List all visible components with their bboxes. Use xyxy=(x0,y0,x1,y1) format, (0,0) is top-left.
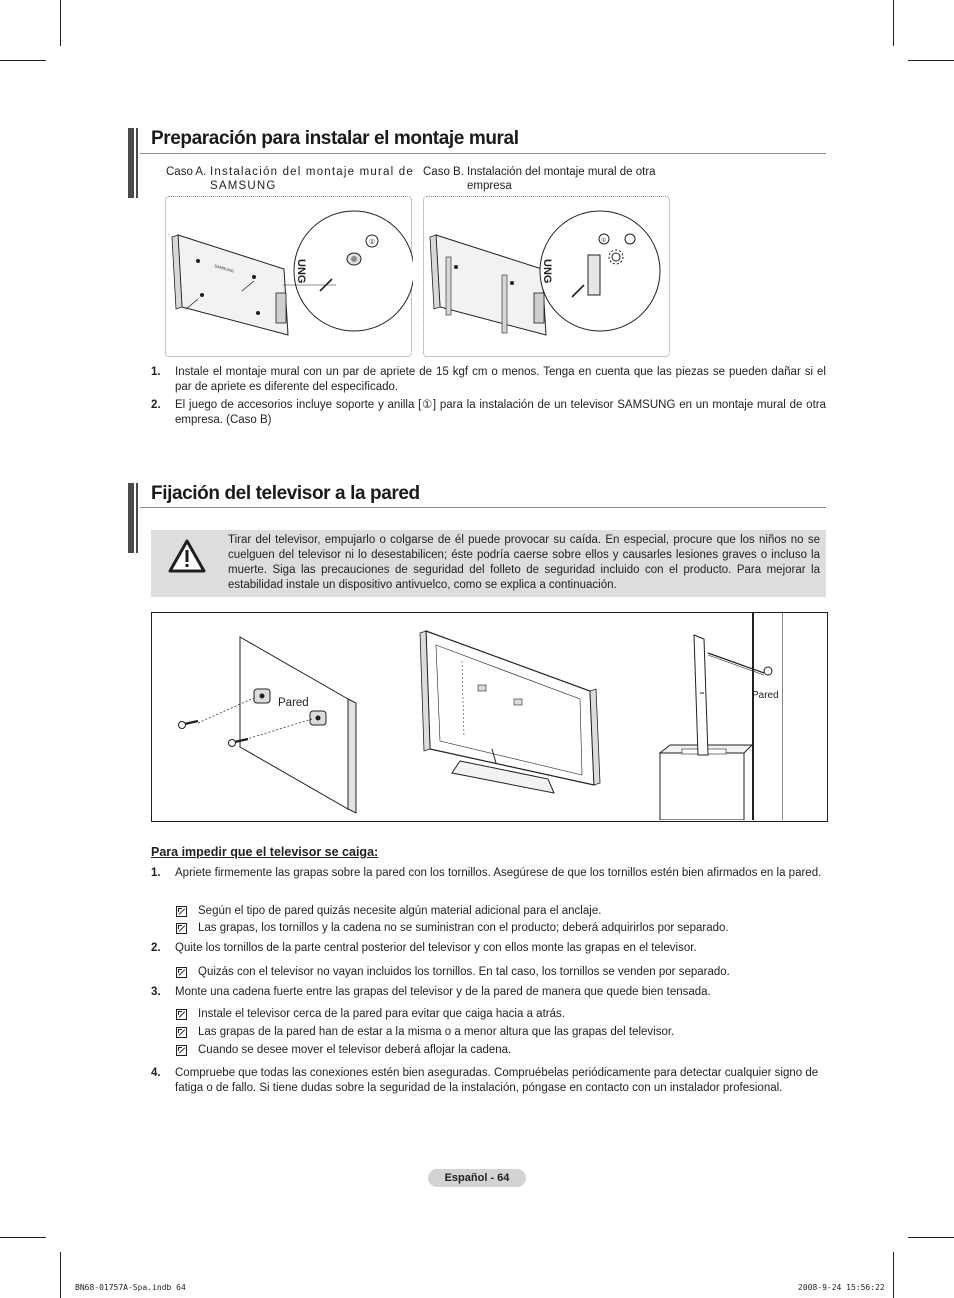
item-number: 3. xyxy=(151,986,161,998)
note-item xyxy=(176,1025,826,1040)
item-number: 2. xyxy=(151,399,161,411)
crop-mark xyxy=(893,0,894,46)
item-number: 1. xyxy=(151,366,161,378)
note-item xyxy=(176,1007,826,1022)
warning-text: Tirar del televisor, empujarlo o colgarse de él puede provocar su caída. En especial, procure que los niños no se cuelguen del televisor ni lo desestabilicen; éste podría caerse sobre ellos y causarles lesiones graves o incluso la muerte. Siga las precauciones de seguridad del folleto de seguridad incluido con el producto. Para mejorar la estabilidad instale un dispositivo antivuelco, como se explica a continuación. xyxy=(228,534,820,591)
item-number: 4. xyxy=(151,1067,161,1079)
section-title: Fijación del televisor a la pared xyxy=(151,483,420,504)
list-item xyxy=(151,398,826,428)
note-text: Quizás con el televisor no vayan incluidos los tornillos. En tal caso, los tornillos se venden por separado. xyxy=(198,966,730,978)
crop-mark xyxy=(0,60,46,61)
footer-date: 2008-9-24 15:56:22 xyxy=(798,1283,885,1292)
case-b-label: Caso B. xyxy=(423,166,464,178)
note-icon xyxy=(176,967,187,978)
item-number: 1. xyxy=(151,867,161,879)
warning-icon xyxy=(167,538,207,574)
svg-text:①: ① xyxy=(369,239,376,246)
figure-badge: ① xyxy=(601,238,607,244)
section-title: Preparación para instalar el montaje mural xyxy=(151,128,519,149)
list-item xyxy=(151,866,826,881)
note-icon xyxy=(176,923,187,934)
list-item xyxy=(151,365,826,395)
item-text: Apriete firmemente las grapas sobre la pared con los tornillos. Asegúrese de que los tornillos estén bien afirmados en la pared. xyxy=(175,867,822,879)
crop-mark xyxy=(908,1237,954,1238)
note-text: Según el tipo de pared quizás necesite algún material adicional para el anclaje. xyxy=(198,905,602,917)
note-text: Las grapas, los tornillos y la cadena no se suministran con el producto; deberá adquirirlos por separado. xyxy=(198,922,729,934)
section-rule xyxy=(140,153,826,154)
crop-mark xyxy=(908,60,954,61)
item-text: Instale el montaje mural con un par de apriete de 15 kgf cm o menos. Tenga en cuenta que las piezas se pueden dañar si el par de apriete es diferente del especificado. xyxy=(175,366,826,393)
section-marker xyxy=(128,483,134,553)
subheading: Para impedir que el televisor se caiga: xyxy=(151,845,379,859)
crop-mark xyxy=(0,1237,46,1238)
warning-box xyxy=(151,530,826,597)
section-marker xyxy=(136,483,138,553)
svg-text:UNG: UNG xyxy=(541,259,553,284)
case-b-caption: Instalación del montaje mural de otra empresa xyxy=(467,166,656,192)
note-text: Instale el televisor cerca de la pared para evitar que caiga hacia a atrás. xyxy=(198,1008,565,1020)
tv-wall-fixing-figure xyxy=(151,612,828,822)
item-number: 2. xyxy=(151,942,161,954)
tv-back-illustration xyxy=(424,197,671,358)
svg-text:UNG: UNG xyxy=(295,259,307,284)
wall-label: Pared xyxy=(278,697,309,709)
note-icon xyxy=(176,906,187,917)
list-item xyxy=(151,1066,826,1096)
note-icon xyxy=(176,1045,187,1056)
page-number: Español - 64 xyxy=(428,1169,526,1187)
list-item xyxy=(151,985,826,1000)
tv-back-illustration xyxy=(166,197,413,358)
section-marker xyxy=(128,128,134,198)
section-rule xyxy=(140,507,826,508)
crop-mark xyxy=(60,1252,61,1298)
case-a-caption: Instalación del montaje mural de SAMSUNG xyxy=(210,166,414,192)
footer-file: BN68-01757A-Spa.indb 64 xyxy=(75,1283,186,1292)
figure-case-a xyxy=(165,196,412,357)
item-text: El juego de accesorios incluye soporte y anilla [①] para la instalación de un televisor SAMSUNG en un montaje mural de otra empresa. (Caso B) xyxy=(175,399,826,426)
item-text: Monte una cadena fuerte entre las grapas del televisor y de la pared de manera que quede bien tensada. xyxy=(175,986,711,998)
note-icon xyxy=(176,1027,187,1038)
crop-mark xyxy=(60,0,61,46)
note-item xyxy=(176,1043,826,1058)
note-text: Cuando se desee mover el televisor deberá aflojar la cadena. xyxy=(198,1044,512,1056)
note-item xyxy=(176,965,826,980)
case-a-label: Caso A. xyxy=(166,166,207,178)
list-item xyxy=(151,941,826,956)
note-text: Las grapas de la pared han de estar a la misma o a menor altura que las grapas del televisor. xyxy=(198,1026,675,1038)
item-text: Compruebe que todas las conexiones estén bien aseguradas. Compruébelas periódicamente para detectar cualquier signo de fatiga o de fallo. Si tiene dudas sobre la seguridad de la instalación, póngase en contacto con un instalador profesional. xyxy=(175,1067,819,1094)
figure-case-b xyxy=(423,196,670,357)
wall-label: Pared xyxy=(752,690,779,701)
svg-text:SAMSUNG: SAMSUNG xyxy=(213,263,235,274)
note-icon xyxy=(176,1009,187,1020)
wall-bracket-illustration xyxy=(152,613,826,820)
crop-mark xyxy=(893,1252,894,1298)
note-item xyxy=(176,904,826,919)
item-text: Quite los tornillos de la parte central posterior del televisor y con ellos monte las grapas en el televisor. xyxy=(175,942,697,954)
note-item xyxy=(176,921,826,936)
section-marker xyxy=(136,128,138,198)
